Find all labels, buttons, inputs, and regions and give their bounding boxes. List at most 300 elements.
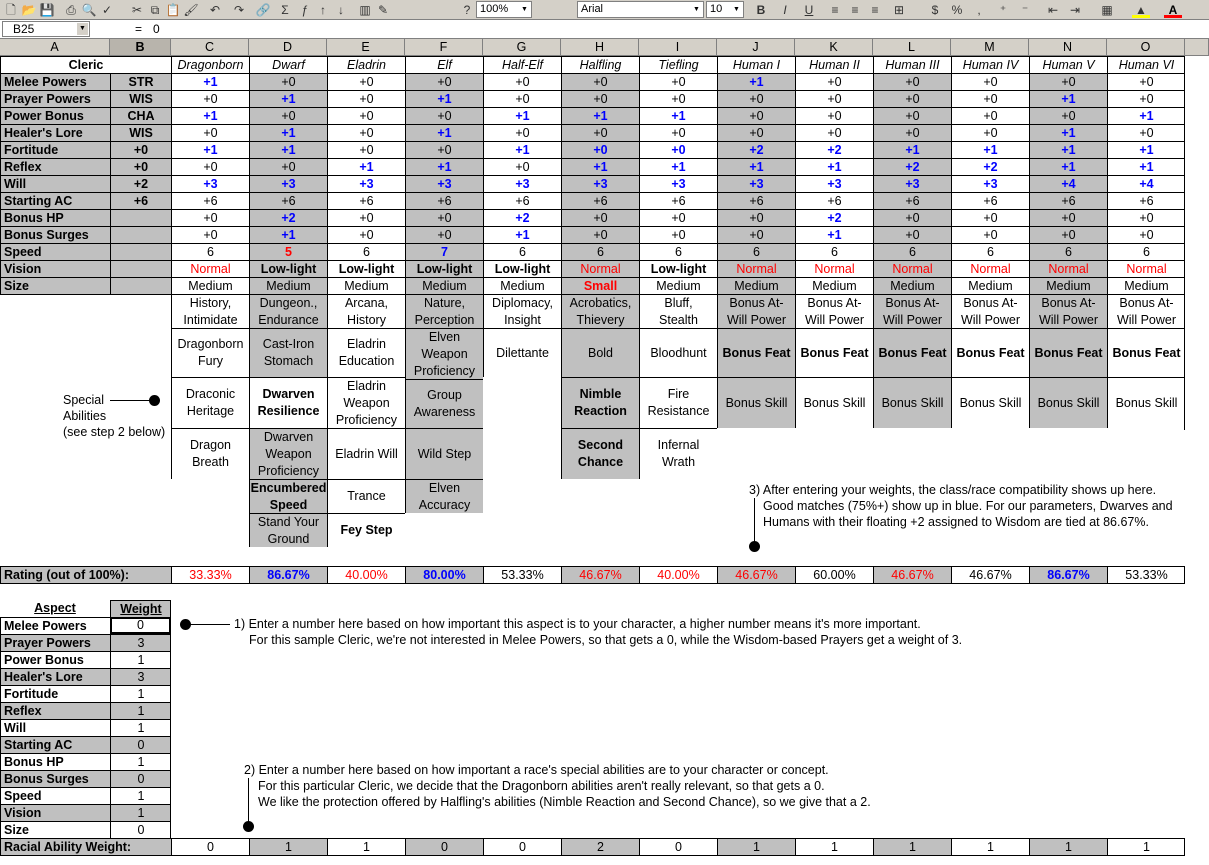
stat-value[interactable]: +0 [873,73,951,90]
stat-value[interactable]: Medium [171,277,249,294]
stat-value[interactable]: +0 [171,209,249,226]
stat-value[interactable]: Low-light [249,260,327,277]
stat-value[interactable]: Medium [1107,277,1185,294]
formula-input[interactable]: 0 [153,22,160,36]
weight-input[interactable]: 0 [110,736,171,753]
stat-value[interactable]: +1 [1029,141,1107,158]
skill-cell[interactable] [561,294,639,328]
new-document-icon[interactable]: 🗋 [6,3,16,17]
stat-value[interactable]: 6 [561,243,639,260]
print-icon[interactable]: ⎙ [66,3,76,17]
column-header-D[interactable]: D [249,39,327,56]
stat-value[interactable]: +6 [249,192,327,209]
stat-value[interactable]: +0 [1029,73,1107,90]
stat-value[interactable]: Normal [171,260,249,277]
skill-cell[interactable] [873,294,951,328]
chevron-down-icon[interactable]: ▼ [521,6,528,13]
chevron-down-icon[interactable]: ▼ [693,6,700,13]
special-ability-cell[interactable] [327,428,405,479]
special-ability-cell[interactable] [1029,377,1107,428]
function-icon[interactable]: ƒ [301,3,309,17]
stat-value[interactable]: Normal [951,260,1029,277]
skill-cell[interactable] [951,294,1029,328]
rating-value[interactable]: 46.67% [561,566,639,583]
race-header[interactable]: Dwarf [249,56,327,73]
stat-value[interactable]: +2 [483,209,561,226]
outdent-icon[interactable]: ⇤ [1047,3,1059,17]
race-header[interactable]: Eladrin [327,56,405,73]
race-header[interactable]: Human I [717,56,795,73]
stat-value[interactable]: +1 [795,226,873,243]
stat-value[interactable]: +0 [561,209,639,226]
skill-cell[interactable] [717,294,795,328]
stat-value[interactable]: +0 [561,73,639,90]
stat-value[interactable]: +3 [951,175,1029,192]
autosum-icon[interactable]: Σ [281,3,289,17]
stat-value[interactable]: +0 [873,90,951,107]
redo-icon[interactable]: ↷ [233,3,245,17]
skill-cell[interactable] [483,294,561,328]
skill-cell[interactable] [405,294,483,328]
stat-value[interactable]: +1 [1029,90,1107,107]
special-ability-cell[interactable] [639,328,717,377]
racial-weight-input[interactable]: 1 [717,838,795,855]
stat-value[interactable]: +3 [249,175,327,192]
special-ability-cell[interactable] [873,377,951,428]
stat-value[interactable]: Medium [327,277,405,294]
stat-value[interactable]: 7 [405,243,483,260]
stat-value[interactable]: Normal [1029,260,1107,277]
weight-input[interactable]: 1 [110,719,171,736]
column-header-A[interactable]: A [0,39,110,56]
increase-decimal-icon[interactable]: ⁺ [999,3,1007,17]
stat-value[interactable]: Normal [1107,260,1185,277]
stat-value[interactable]: Normal [717,260,795,277]
stat-value[interactable]: +1 [1107,107,1185,124]
stat-value[interactable]: +0 [249,107,327,124]
stat-value[interactable]: +6 [1029,192,1107,209]
column-header-E[interactable]: E [327,39,405,56]
class-name[interactable]: Cleric [0,56,171,73]
chart-icon[interactable]: ▥ [359,3,371,17]
stat-value[interactable]: +1 [483,226,561,243]
skill-cell[interactable] [171,294,249,328]
stat-value[interactable]: +1 [561,107,639,124]
stat-value[interactable]: +0 [639,141,717,158]
italic-icon[interactable]: I [783,3,787,17]
stat-value[interactable]: Normal [561,260,639,277]
race-header[interactable]: Tiefling [639,56,717,73]
stat-value[interactable]: +3 [639,175,717,192]
stat-value[interactable]: +0 [873,209,951,226]
stat-value[interactable]: +0 [561,90,639,107]
help-icon[interactable]: ? [463,3,471,17]
currency-icon[interactable]: $ [931,3,939,17]
rating-value[interactable]: 86.67% [249,566,327,583]
race-header[interactable]: Human II [795,56,873,73]
race-header[interactable]: Elf [405,56,483,73]
rating-value[interactable]: 46.67% [717,566,795,583]
stat-value[interactable]: +0 [1107,90,1185,107]
weight-input[interactable]: 1 [110,685,171,702]
racial-weight-input[interactable]: 0 [639,838,717,855]
skill-cell[interactable] [639,294,717,328]
stat-value[interactable]: +1 [249,124,327,141]
stat-value[interactable]: +0 [327,226,405,243]
stat-value[interactable]: +6 [405,192,483,209]
rating-value[interactable]: 40.00% [639,566,717,583]
stat-value[interactable]: +0 [483,124,561,141]
stat-value[interactable]: 5 [249,243,327,260]
stat-value[interactable]: +0 [483,158,561,175]
stat-value[interactable]: +6 [795,192,873,209]
racial-weight-input[interactable]: 1 [873,838,951,855]
stat-value[interactable]: +2 [717,141,795,158]
print-preview-icon[interactable]: 🔍 [81,3,97,17]
weight-input[interactable]: 0 [110,821,171,838]
stat-value[interactable]: +0 [795,90,873,107]
font-size-select[interactable] [706,1,744,18]
stat-value[interactable]: +2 [951,158,1029,175]
special-ability-cell[interactable] [561,328,639,377]
stat-value[interactable]: +2 [795,141,873,158]
special-ability-cell[interactable] [171,377,249,428]
save-icon[interactable]: 💾 [39,3,55,17]
column-header-G[interactable]: G [483,39,561,56]
special-ability-cell[interactable] [249,428,327,479]
special-ability-cell[interactable] [639,428,717,479]
rating-value[interactable]: 40.00% [327,566,405,583]
stat-value[interactable]: +1 [717,73,795,90]
sort-asc-icon[interactable]: ↑ [320,3,326,17]
racial-weight-input[interactable]: 1 [1107,838,1185,855]
stat-value[interactable]: +3 [483,175,561,192]
stat-value[interactable]: +0 [951,73,1029,90]
racial-weight-input[interactable]: 1 [249,838,327,855]
stat-value[interactable]: +0 [171,124,249,141]
stat-value[interactable]: Medium [951,277,1029,294]
stat-value[interactable]: +0 [717,226,795,243]
stat-value[interactable]: +1 [639,158,717,175]
stat-value[interactable]: +0 [1107,73,1185,90]
special-ability-cell[interactable] [483,328,561,377]
fill-color-icon[interactable]: ▲ [1132,2,1150,18]
special-ability-cell[interactable] [327,513,405,547]
racial-weight-input[interactable]: 0 [405,838,483,855]
stat-value[interactable]: +0 [639,90,717,107]
stat-value[interactable]: +1 [951,141,1029,158]
stat-value[interactable]: +0 [717,107,795,124]
special-ability-cell[interactable] [795,377,873,428]
stat-value[interactable]: +0 [951,124,1029,141]
stat-value[interactable]: +0 [249,158,327,175]
weight-input[interactable]: 1 [110,651,171,668]
special-ability-cell[interactable] [327,377,405,428]
special-ability-cell[interactable] [405,428,483,479]
stat-value[interactable]: +1 [1107,158,1185,175]
stat-value[interactable]: +1 [1029,124,1107,141]
stat-value[interactable]: +0 [1107,226,1185,243]
stat-value[interactable]: +0 [795,73,873,90]
special-ability-cell[interactable] [405,479,483,513]
stat-value[interactable]: +1 [1107,141,1185,158]
format-painter-icon[interactable]: 🖌 [183,3,199,17]
weight-input[interactable]: 1 [110,804,171,821]
column-header-M[interactable]: M [951,39,1029,56]
skill-cell[interactable] [1029,294,1107,328]
racial-weight-input[interactable]: 0 [171,838,249,855]
rating-value[interactable]: 60.00% [795,566,873,583]
percent-icon[interactable]: % [951,3,963,17]
stat-value[interactable]: +6 [561,192,639,209]
undo-icon[interactable]: ↶ [209,3,221,17]
racial-weight-input[interactable]: 1 [327,838,405,855]
stat-value[interactable]: +6 [327,192,405,209]
stat-value[interactable]: +1 [561,158,639,175]
decrease-decimal-icon[interactable]: ⁻ [1021,3,1029,17]
stat-value[interactable]: Medium [249,277,327,294]
stat-value[interactable]: +1 [327,158,405,175]
stat-value[interactable]: +1 [171,107,249,124]
stat-value[interactable]: +0 [561,124,639,141]
racial-weight-input[interactable]: 1 [951,838,1029,855]
stat-value[interactable]: +6 [873,192,951,209]
stat-value[interactable]: +0 [717,90,795,107]
stat-value[interactable]: +0 [873,107,951,124]
rating-value[interactable]: 33.33% [171,566,249,583]
stat-value[interactable]: +0 [1029,226,1107,243]
special-ability-cell[interactable] [405,379,483,428]
stat-value[interactable]: +0 [327,141,405,158]
stat-value[interactable]: Medium [1029,277,1107,294]
stat-value[interactable]: 6 [717,243,795,260]
weight-input[interactable]: 1 [110,787,171,804]
skill-cell[interactable] [1107,294,1185,328]
stat-value[interactable]: +0 [639,226,717,243]
stat-value[interactable]: +0 [327,73,405,90]
skill-cell[interactable] [795,294,873,328]
special-ability-cell[interactable] [327,328,405,377]
column-header-C[interactable]: C [171,39,249,56]
font-select[interactable] [577,1,704,18]
racial-weight-input[interactable]: 1 [1029,838,1107,855]
stat-value[interactable]: +6 [1107,192,1185,209]
column-header-L[interactable]: L [873,39,951,56]
race-header[interactable]: Dragonborn [171,56,249,73]
drawing-icon[interactable]: ✎ [377,3,389,17]
stat-value[interactable]: Medium [405,277,483,294]
special-ability-cell[interactable] [1029,328,1107,377]
stat-value[interactable]: +0 [327,90,405,107]
weight-input[interactable]: 3 [110,634,171,651]
stat-value[interactable]: Normal [795,260,873,277]
stat-value[interactable]: +1 [249,90,327,107]
stat-value[interactable]: 6 [1107,243,1185,260]
stat-value[interactable]: 6 [951,243,1029,260]
stat-value[interactable]: +0 [639,73,717,90]
stat-value[interactable]: Normal [873,260,951,277]
rating-value[interactable]: 86.67% [1029,566,1107,583]
stat-value[interactable]: Medium [483,277,561,294]
stat-value[interactable]: +0 [1029,107,1107,124]
name-box[interactable] [2,21,90,37]
skill-cell[interactable] [249,294,327,328]
stat-value[interactable]: +4 [1107,175,1185,192]
race-header[interactable]: Human III [873,56,951,73]
special-ability-cell[interactable] [171,428,249,479]
weight-input[interactable]: 0 [110,617,171,634]
stat-value[interactable]: +0 [717,124,795,141]
race-header[interactable]: Human IV [951,56,1029,73]
stat-value[interactable]: +2 [249,209,327,226]
stat-value[interactable]: +1 [1029,158,1107,175]
stat-value[interactable]: +3 [171,175,249,192]
stat-value[interactable]: +0 [1107,124,1185,141]
stat-value[interactable]: +0 [327,107,405,124]
stat-value[interactable]: +0 [951,107,1029,124]
borders-icon[interactable]: ▦ [1101,3,1113,17]
stat-value[interactable]: +1 [405,158,483,175]
weight-input[interactable]: 0 [110,770,171,787]
stat-value[interactable]: 6 [171,243,249,260]
stat-value[interactable]: +1 [873,141,951,158]
stat-value[interactable]: +0 [483,73,561,90]
stat-value[interactable]: +1 [249,141,327,158]
stat-value[interactable]: +0 [561,226,639,243]
stat-value[interactable]: +0 [171,90,249,107]
stat-value[interactable]: Medium [717,277,795,294]
merge-center-icon[interactable]: ⊞ [893,3,905,17]
spellcheck-icon[interactable]: ✓ [101,3,113,17]
racial-weight-input[interactable]: 0 [483,838,561,855]
stat-value[interactable]: Small [561,277,639,294]
column-header-I[interactable]: I [639,39,717,56]
stat-value[interactable]: +0 [327,209,405,226]
special-ability-cell[interactable] [171,328,249,377]
stat-value[interactable]: Low-light [483,260,561,277]
skill-cell[interactable] [327,294,405,328]
special-ability-cell[interactable] [249,328,327,377]
stat-value[interactable]: 6 [327,243,405,260]
column-header-N[interactable]: N [1029,39,1107,56]
chevron-down-icon[interactable]: ▼ [77,23,88,35]
special-ability-cell[interactable] [1107,328,1185,377]
align-left-icon[interactable]: ≡ [831,3,839,17]
stat-value[interactable]: +0 [405,73,483,90]
stat-value[interactable]: +0 [873,226,951,243]
stat-value[interactable]: +1 [171,73,249,90]
special-ability-cell[interactable] [873,328,951,377]
rating-value[interactable]: 80.00% [405,566,483,583]
race-header[interactable]: Half-Elf [483,56,561,73]
rating-value[interactable]: 46.67% [873,566,951,583]
stat-value[interactable]: +6 [639,192,717,209]
hyperlink-icon[interactable]: 🔗 [255,3,271,17]
stat-value[interactable]: +0 [249,73,327,90]
special-ability-cell[interactable] [249,377,327,428]
stat-value[interactable]: +0 [405,141,483,158]
column-header-O[interactable]: O [1107,39,1185,56]
special-ability-cell[interactable] [249,479,327,513]
open-folder-icon[interactable]: 📂 [21,3,37,17]
stat-value[interactable]: +1 [405,90,483,107]
stat-value[interactable]: +0 [405,209,483,226]
copy-icon[interactable]: ⧉ [150,3,160,17]
column-header-J[interactable]: J [717,39,795,56]
rating-value[interactable]: 46.67% [951,566,1029,583]
stat-value[interactable]: Low-light [639,260,717,277]
weight-input[interactable]: 1 [110,702,171,719]
special-ability-cell[interactable] [561,377,639,428]
stat-value[interactable]: +0 [795,107,873,124]
comma-icon[interactable]: , [977,3,981,17]
stat-value[interactable]: +0 [951,90,1029,107]
stat-value[interactable]: +1 [483,141,561,158]
stat-value[interactable]: +1 [795,158,873,175]
stat-value[interactable]: +0 [171,226,249,243]
column-header-B[interactable]: B [110,39,171,56]
align-right-icon[interactable]: ≡ [871,3,879,17]
race-header[interactable]: Human V [1029,56,1107,73]
stat-value[interactable]: Medium [795,277,873,294]
stat-value[interactable]: +1 [171,141,249,158]
stat-value[interactable]: +1 [249,226,327,243]
stat-value[interactable]: Low-light [327,260,405,277]
stat-value[interactable]: 6 [639,243,717,260]
stat-value[interactable]: +0 [951,209,1029,226]
stat-value[interactable]: +0 [561,141,639,158]
column-header-F[interactable]: F [405,39,483,56]
special-ability-cell[interactable] [951,377,1029,428]
stat-value[interactable]: +0 [639,124,717,141]
stat-value[interactable]: +1 [639,107,717,124]
stat-value[interactable]: +0 [1107,209,1185,226]
rating-value[interactable]: 53.33% [483,566,561,583]
column-header-H[interactable]: H [561,39,639,56]
special-ability-cell[interactable] [717,377,795,428]
stat-value[interactable]: 6 [483,243,561,260]
stat-value[interactable]: Low-light [405,260,483,277]
stat-value[interactable]: +6 [717,192,795,209]
indent-icon[interactable]: ⇥ [1069,3,1081,17]
racial-weight-input[interactable]: 2 [561,838,639,855]
special-ability-cell[interactable] [1107,377,1185,428]
stat-value[interactable]: +0 [405,107,483,124]
stat-value[interactable]: +0 [873,124,951,141]
special-ability-cell[interactable] [795,328,873,377]
stat-value[interactable]: +6 [171,192,249,209]
race-header[interactable]: Halfling [561,56,639,73]
stat-value[interactable]: +1 [483,107,561,124]
special-ability-cell[interactable] [405,328,483,379]
stat-value[interactable]: Medium [873,277,951,294]
zoom-select[interactable] [476,1,532,18]
stat-value[interactable]: +3 [873,175,951,192]
stat-value[interactable]: 6 [795,243,873,260]
stat-value[interactable]: +3 [795,175,873,192]
stat-value[interactable]: +0 [951,226,1029,243]
weight-input[interactable]: 1 [110,753,171,770]
stat-value[interactable]: +0 [795,124,873,141]
racial-weight-input[interactable]: 1 [795,838,873,855]
stat-value[interactable]: Medium [639,277,717,294]
column-header-K[interactable]: K [795,39,873,56]
paste-icon[interactable]: 📋 [165,3,181,17]
special-ability-cell[interactable] [327,479,405,513]
sort-desc-icon[interactable]: ↓ [338,3,344,17]
special-ability-cell[interactable] [561,428,639,479]
stat-value[interactable]: +4 [1029,175,1107,192]
